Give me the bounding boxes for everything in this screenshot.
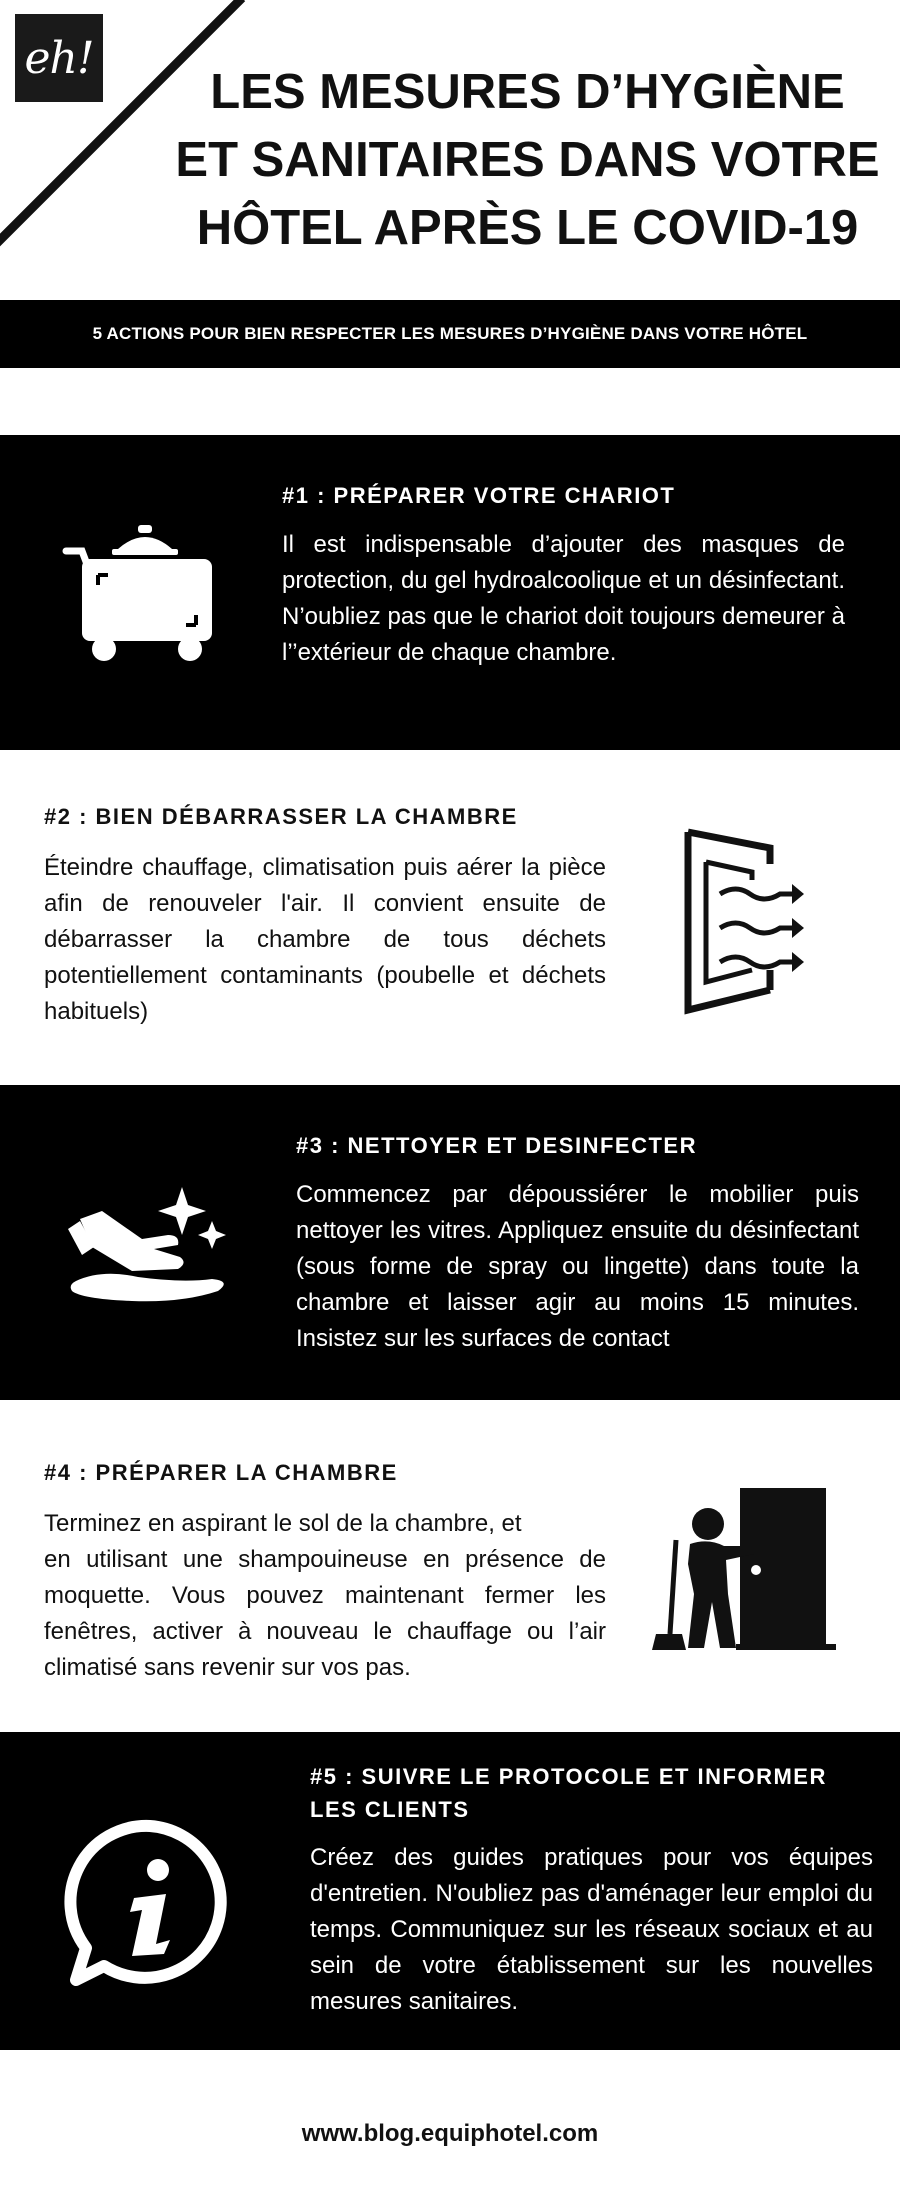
action-3-body: Commencez par dépoussiérer le mobilier puis nettoyer les vitres. Appliquez ensuite du désinfectant (sous forme de spray ou lingette) dans toute la chambre et laisser agir au moins 15 minutes. Insistez sur les surfaces de contact (296, 1181, 859, 1352)
banner-text: 5 ACTIONS POUR BIEN RESPECTER LES MESURES D’HYGIÈNE DANS VOTRE HÔTEL (92, 324, 808, 343)
action-2-title: #2 : BIEN DÉBARRASSER LA CHAMBRE (44, 804, 518, 829)
action-3-title: #3 : NETTOYER ET DESINFECTER (296, 1133, 697, 1158)
action-section-3 (0, 1085, 900, 1400)
info-bubble-icon (64, 1816, 236, 1988)
title-line-3: HÔTEL APRÈS LE COVID-19 (196, 201, 859, 255)
footer-url-text[interactable]: www.blog.equiphotel.com (301, 2120, 599, 2147)
logo[interactable] (15, 14, 103, 102)
title-line-2: ET SANITAIRES DANS VOTRE (175, 133, 880, 187)
action-4-title: #4 : PRÉPARER LA CHAMBRE (44, 1460, 398, 1485)
action-section-4 (0, 1400, 900, 1732)
action-section-1 (0, 435, 900, 750)
action-1-body: Il est indispensable d’ajouter des masques de protection, du gel hydroalcoolique et un désinfectant. N’oubliez pas que le chariot doit toujours demeurer à l’’extérieur de chaque chambre. (282, 531, 845, 666)
footer-url[interactable] (0, 2120, 900, 2148)
action-section-5 (0, 1732, 900, 2050)
logo-text: eh! (24, 32, 94, 84)
action-section-2 (0, 750, 900, 1085)
housekeeper-door-icon (652, 1484, 842, 1654)
action-5-title: #5 : SUIVRE LE PROTOCOLE ET INFORMER LES CLIENTS (310, 1764, 827, 1822)
window-air-icon (680, 820, 810, 1020)
page-title (160, 58, 895, 262)
header (0, 0, 900, 300)
title-line-1: LES MESURES D’HYGIÈNE (210, 65, 845, 119)
cleaning-hand-icon (62, 1185, 242, 1305)
action-4-body-line-1: Terminez en aspirant le sol de la chambre, et (44, 1510, 522, 1537)
action-1-title: #1 : PRÉPARER VOTRE CHARIOT (282, 483, 676, 508)
action-5-body: Créez des guides pratiques pour vos équipes d'entretien. N'oubliez pas d'aménager leur emploi du temps. Communiquez sur les réseaux sociaux et au sein de votre établissement sur les nouvelles mesures sanitaires. (310, 1844, 873, 2015)
cart-icon (60, 523, 220, 663)
action-2-body: Éteindre chauffage, climatisation puis aérer la pièce afin de renouveler l'air. Il convient ensuite de débarrasser la chambre de tous déchets potentiellement contaminants (poubelle et déchets habituels) (44, 854, 606, 1025)
action-4-body-rest: en utilisant une shampouineuse en présence de moquette. Vous pouvez maintenant fermer les fenêtres, activer à nouveau le chauffage ou l’air climatisé sans revenir sur vos pas. (44, 1546, 606, 1681)
subtitle-banner (0, 300, 900, 368)
